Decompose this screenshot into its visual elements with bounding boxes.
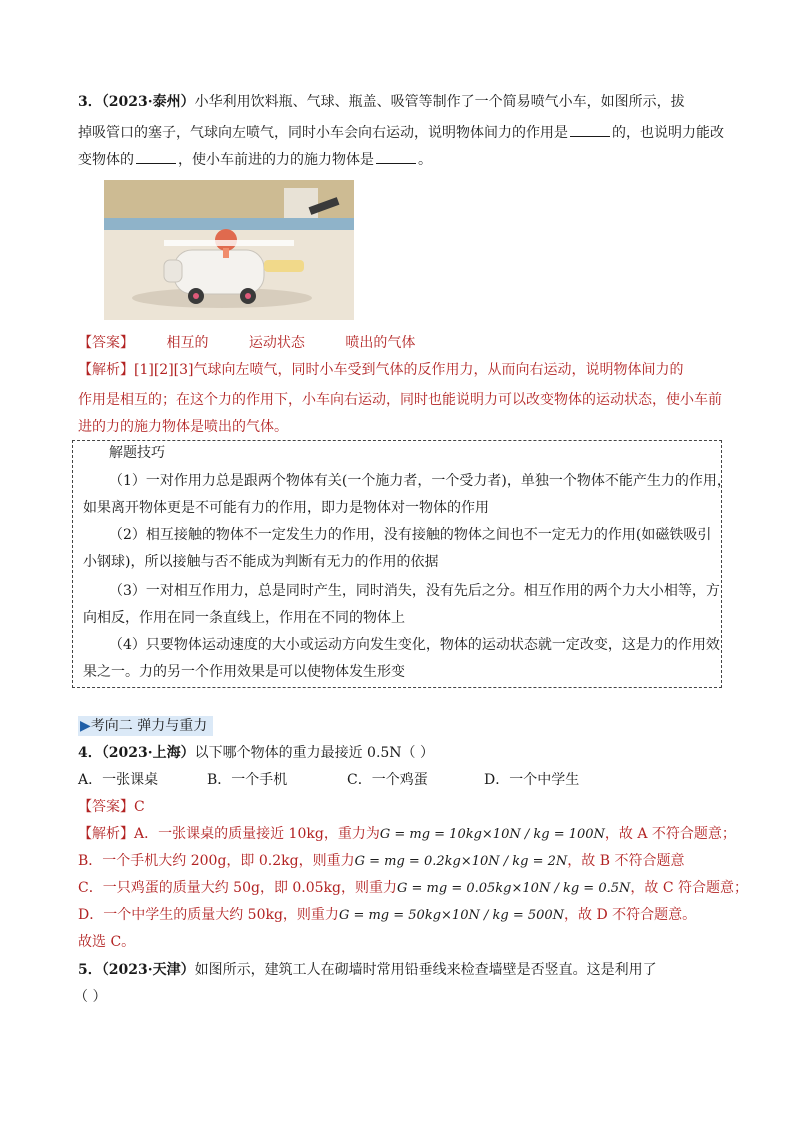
section-heading xyxy=(78,716,213,736)
q5-answer-paren: （ ） xyxy=(74,989,107,1005)
q3-analysis-label: 【解析】 xyxy=(78,362,134,378)
q3-answer-1: 相互的 xyxy=(166,335,209,351)
tip-3a: （3）一对相互作用力，总是同时产生，同时消失，没有先后之分。相互作用的两个力大小相等，方 xyxy=(109,583,720,599)
tip-2b: 小钢球)，所以接触与否不能成为判断有无力的作用的依据 xyxy=(83,554,439,570)
tip-4a: （4）只要物体运动速度的大小或运动方向发生变化，物体的运动状态就一定改变，这是力的作用效 xyxy=(109,637,720,653)
q3-stem-1: 小华利用饮料瓶、气球、瓶盖、吸管等制作了一个简易喷气小车，如图所示，拔 xyxy=(194,94,685,110)
q4-analysis-c xyxy=(78,878,748,899)
q4-formula-c: G = mg = 0.05kg×10N / kg = 0.5N xyxy=(397,881,631,896)
q3-line3 xyxy=(78,150,432,170)
q3-answer-3: 喷出的气体 xyxy=(345,335,416,351)
q4-option-a[interactable]: A．一张课桌 xyxy=(78,772,159,788)
tip-1a: （1）一对作用力总是跟两个物体有关(一个施力者，一个受力者)，单独一个物体不能产生力的作用， xyxy=(109,473,731,489)
section-arrow-icon: ▶ xyxy=(80,718,91,734)
q5-number-source: 5．（2023·天津） xyxy=(78,962,195,978)
q4-analysis-label: 【解析】 xyxy=(78,826,134,842)
q3-blank-3[interactable] xyxy=(376,151,416,164)
q3-analysis-1 xyxy=(78,360,684,380)
q4-analysis-a xyxy=(78,824,736,845)
q5-stem-line xyxy=(78,960,657,980)
q4-stem-line xyxy=(78,743,434,763)
q3-stem-3a: 变物体的 xyxy=(78,152,134,168)
q4-option-b[interactable]: B．一个手机 xyxy=(207,772,288,788)
q4-answer-row xyxy=(78,797,145,817)
q4-analysis-c-text: C．一只鸡蛋的质量大约 50g，即 0.05kg，则重力 xyxy=(78,880,398,896)
tip-1b: 如果离开物体更是不可能有力的作用，即力是物体对一物体的作用 xyxy=(83,500,489,516)
q3-blank-1[interactable] xyxy=(570,124,610,137)
jet-car-illustration xyxy=(104,180,354,320)
q3-blank-2[interactable] xyxy=(136,151,176,164)
q4-stem: 以下哪个物体的重力最接近 0.5N（ ） xyxy=(194,745,435,761)
q4-analysis-d xyxy=(78,905,696,926)
q4-analysis-d-post: ，故 D 不符合题意。 xyxy=(564,907,697,923)
tip-3b: 向相反，作用在同一条直线上，作用在不同的物体上 xyxy=(83,610,405,626)
q4-analysis-d-text: D．一个中学生的质量大约 50kg，则重力 xyxy=(78,907,339,923)
q4-option-d[interactable]: D．一个中学生 xyxy=(484,772,580,788)
q4-answer-label: 【答案】 xyxy=(78,799,134,815)
q4-conclusion: 故选 C。 xyxy=(78,934,136,950)
tip-2a: （2）相互接触的物体不一定发生力的作用，没有接触的物体之间也不一定无力的作用(如磁铁吸引 xyxy=(109,527,712,543)
q3-analysis-2: 作用是相互的；在这个力的作用下，小车向右运动，同时也能说明力可以改变物体的运动状态，使小车前 xyxy=(78,392,722,408)
q3-answer-label: 【答案】 xyxy=(78,335,134,351)
q4-analysis-b xyxy=(78,851,684,872)
section-label: 考向二 弹力与重力 xyxy=(90,718,208,734)
solving-tips-box xyxy=(72,440,731,688)
q4-answer: C xyxy=(134,799,145,815)
q3-stem-2a: 掉吸管口的塞子，气球向左喷气，同时小车会向右运动，说明物体间力的作用是 xyxy=(78,125,568,141)
q3-line1 xyxy=(78,92,685,112)
q3-analysis-3: 进的力的施力物体是喷出的气体。 xyxy=(78,419,288,435)
q4-formula-d: G = mg = 50kg×10N / kg = 500N xyxy=(338,908,565,923)
q3-analysis-text-1: [1][2][3]气球向左喷气，同时小车受到气体的反作用力，从而向右运动，说明物体间力的 xyxy=(134,362,684,378)
tip-4b: 果之一。力的另一个作用效果是可以使物体发生形变 xyxy=(83,664,405,680)
q3-stem-3c: 。 xyxy=(418,152,432,168)
q4-analysis-c-post: ，故 C 符合题意； xyxy=(630,880,748,896)
q4-analysis-b-text: B．一个手机大约 200g，即 0.2kg，则重力 xyxy=(78,853,355,869)
jet-car-photo xyxy=(104,180,354,320)
q4-analysis-b-post: ，故 B 不符合题意 xyxy=(567,853,685,869)
q3-stem-3b: ，使小车前进的力的施力物体是 xyxy=(178,152,374,168)
q4-analysis-a-text: A．一张课桌的质量接近 10kg，重力为 xyxy=(134,826,380,842)
q4-option-c[interactable]: C．一个鸡蛋 xyxy=(347,772,428,788)
q3-number-source: 3．（2023·泰州） xyxy=(78,94,195,110)
q3-line2 xyxy=(78,123,724,143)
q4-number-source: 4．（2023·上海） xyxy=(78,745,195,761)
q4-formula-a: G = mg = 10kg×10N / kg = 100N xyxy=(379,827,605,842)
q3-stem-2b: 的，也说明力能改 xyxy=(612,125,724,141)
q3-answer-2: 运动状态 xyxy=(248,335,305,351)
q5-stem: 如图所示，建筑工人在砌墙时常用铅垂线来检查墙壁是否竖直。这是利用了 xyxy=(194,962,657,978)
q4-formula-b: G = mg = 0.2kg×10N / kg = 2N xyxy=(354,854,568,869)
q4-analysis-a-post: ，故 A 不符合题意； xyxy=(604,826,736,842)
tips-title: 解题技巧 xyxy=(109,445,165,461)
q3-answer-row xyxy=(78,333,415,353)
